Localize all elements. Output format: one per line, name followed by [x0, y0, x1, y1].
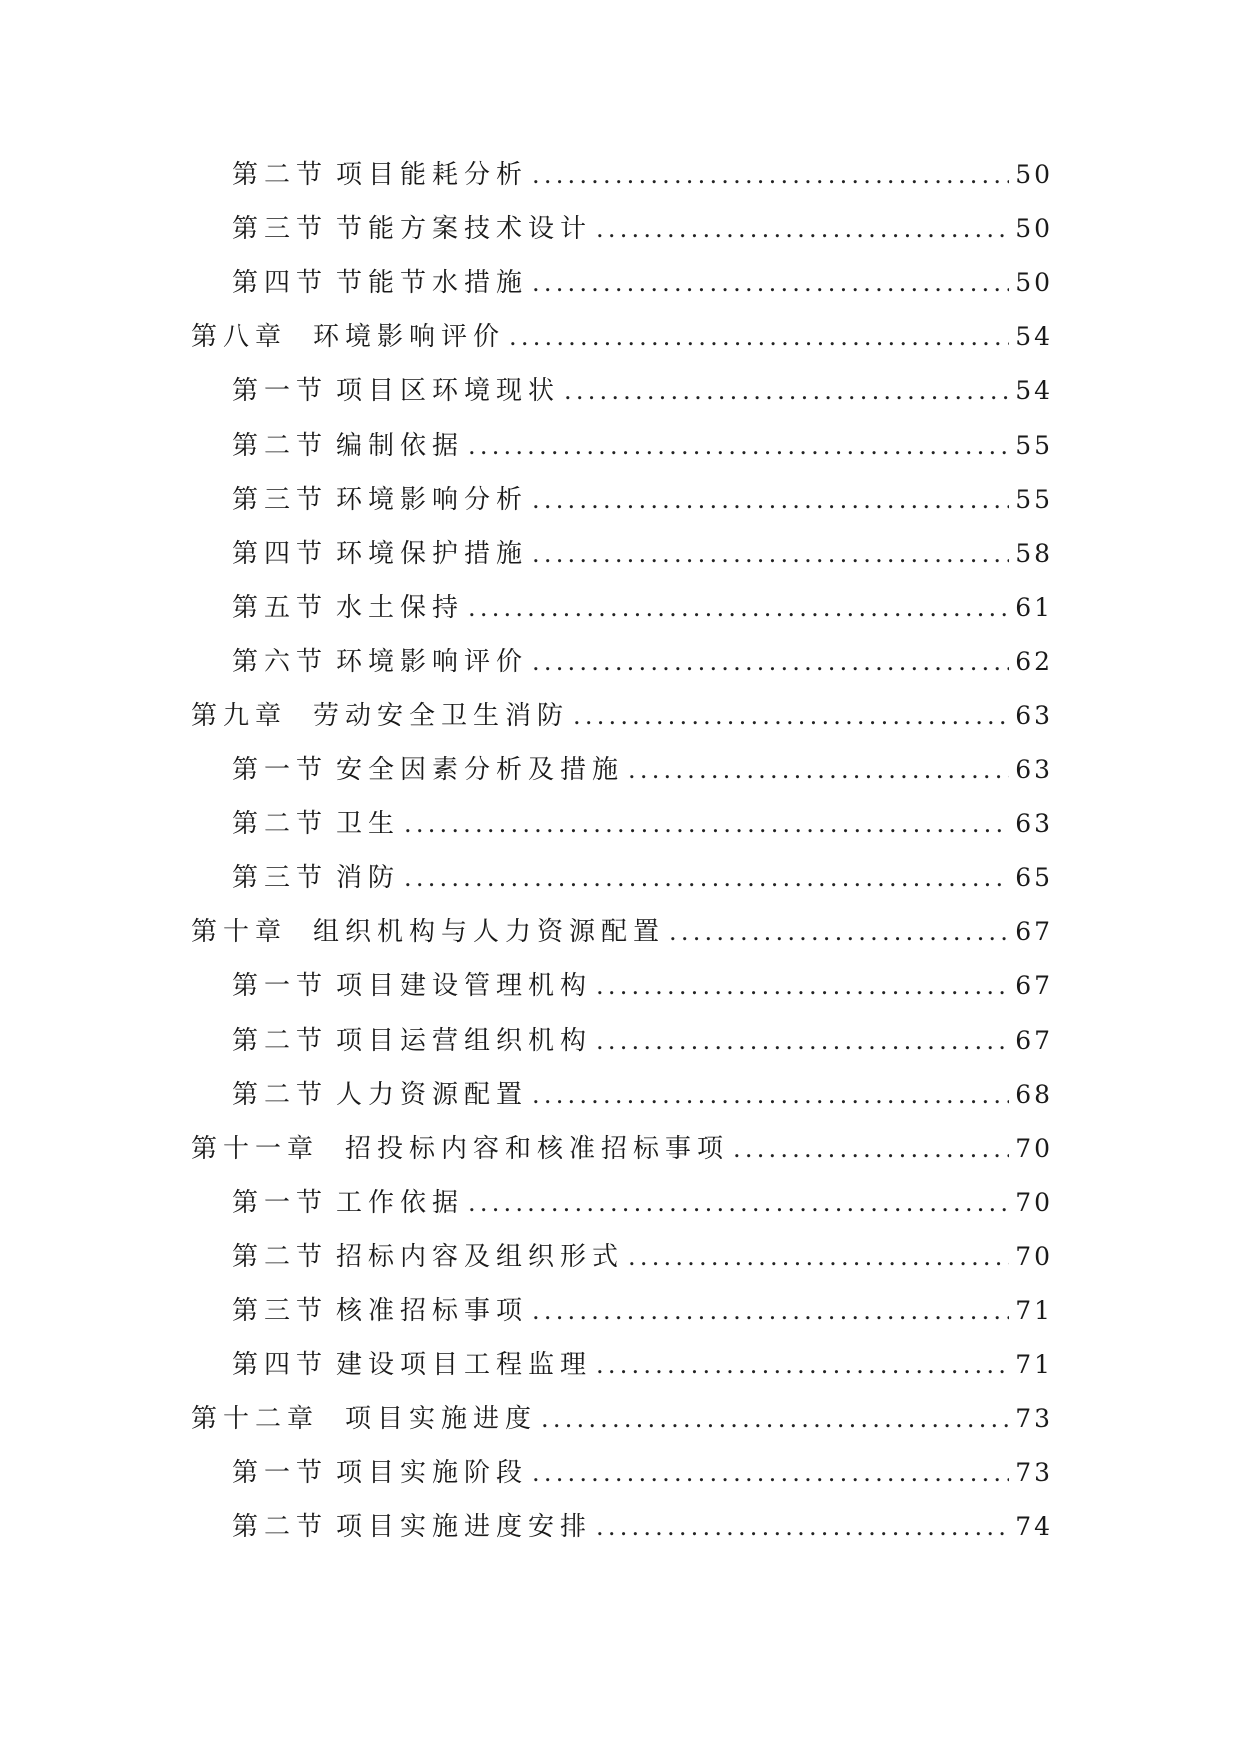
toc-entry-page: 61	[1015, 592, 1053, 622]
toc-entry-number: 第二节	[232, 1512, 329, 1543]
toc-chapter-entry[interactable]	[0, 689, 1241, 743]
toc-section-entry[interactable]	[0, 1284, 1241, 1338]
toc-dot-leader	[628, 755, 1009, 785]
toc-section-entry[interactable]	[0, 851, 1241, 905]
toc-dot-leader	[404, 863, 1009, 893]
toc-entry-title: 工作依据	[336, 1187, 465, 1218]
toc-entry-page: 70	[1015, 1187, 1053, 1217]
toc-entry-title: 招投标内容和核准招标事项	[345, 1133, 730, 1164]
toc-entry-page: 71	[1015, 1350, 1053, 1380]
toc-section-entry[interactable]	[0, 959, 1241, 1013]
toc-entry-number: 第二节	[232, 1079, 329, 1110]
toc-dot-leader	[468, 1188, 1009, 1218]
table-of-contents	[0, 148, 1241, 1554]
toc-entry-number: 第二节	[232, 809, 329, 840]
toc-entry-page: 70	[1015, 1241, 1053, 1271]
toc-dot-leader	[596, 971, 1009, 1001]
toc-entry-page: 50	[1015, 160, 1053, 190]
toc-dot-leader	[596, 214, 1009, 244]
toc-entry-title: 项目实施进度	[345, 1404, 538, 1435]
toc-dot-leader	[404, 809, 1009, 839]
toc-dot-leader	[532, 1080, 1009, 1110]
toc-entry-title: 项目区环境现状	[336, 376, 561, 407]
toc-entry-title: 环境影响评价	[313, 322, 506, 353]
toc-entry-number: 第三节	[232, 214, 329, 245]
toc-entry-page: 68	[1015, 1079, 1053, 1109]
toc-section-entry[interactable]	[0, 473, 1241, 527]
toc-dot-leader	[541, 1404, 1009, 1434]
toc-entry-number: 第五节	[232, 592, 329, 623]
toc-dot-leader	[573, 701, 1009, 731]
toc-entry-page: 54	[1015, 322, 1053, 352]
toc-dot-leader	[733, 1134, 1009, 1164]
toc-section-entry[interactable]	[0, 418, 1241, 472]
toc-entry-page: 74	[1015, 1512, 1053, 1542]
toc-entry-number: 第十二章	[191, 1404, 320, 1435]
toc-dot-leader	[509, 322, 1009, 352]
toc-section-entry[interactable]	[0, 1338, 1241, 1392]
toc-entry-number: 第一节	[232, 971, 329, 1002]
toc-entry-number: 第六节	[232, 646, 329, 677]
toc-entry-page: 63	[1015, 809, 1053, 839]
toc-dot-leader	[532, 160, 1009, 190]
toc-entry-page: 73	[1015, 1458, 1053, 1488]
toc-section-entry[interactable]	[0, 1230, 1241, 1284]
toc-chapter-entry[interactable]	[0, 905, 1241, 959]
toc-entry-title: 劳动安全卫生消防	[313, 700, 570, 731]
toc-section-entry[interactable]	[0, 635, 1241, 689]
toc-entry-title: 项目实施进度安排	[336, 1512, 593, 1543]
toc-entry-number: 第二节	[232, 160, 329, 191]
toc-section-entry[interactable]	[0, 1068, 1241, 1122]
toc-dot-leader	[596, 1350, 1009, 1380]
toc-entry-number: 第二节	[232, 430, 329, 461]
toc-entry-page: 67	[1015, 1025, 1053, 1055]
toc-dot-leader	[532, 539, 1009, 569]
toc-section-entry[interactable]	[0, 1500, 1241, 1554]
toc-chapter-entry[interactable]	[0, 310, 1241, 364]
toc-entry-page: 55	[1015, 430, 1053, 460]
toc-section-entry[interactable]	[0, 364, 1241, 418]
toc-entry-page: 58	[1015, 538, 1053, 568]
toc-dot-leader	[532, 1458, 1009, 1488]
toc-dot-leader	[564, 376, 1009, 406]
toc-entry-title: 环境影响评价	[336, 646, 529, 677]
toc-chapter-entry[interactable]	[0, 1392, 1241, 1446]
toc-entry-number: 第四节	[232, 538, 329, 569]
toc-section-entry[interactable]	[0, 797, 1241, 851]
toc-entry-title: 项目能耗分析	[336, 160, 529, 191]
toc-entry-page: 62	[1015, 646, 1053, 676]
toc-dot-leader	[596, 1512, 1009, 1542]
toc-entry-page: 55	[1015, 484, 1053, 514]
toc-entry-number: 第一节	[232, 755, 329, 786]
toc-entry-number: 第四节	[232, 1350, 329, 1381]
toc-entry-title: 招标内容及组织形式	[336, 1241, 625, 1272]
toc-section-entry[interactable]	[0, 1446, 1241, 1500]
toc-entry-page: 65	[1015, 863, 1053, 893]
toc-entry-title: 项目建设管理机构	[336, 971, 593, 1002]
toc-entry-title: 节能方案技术设计	[336, 214, 593, 245]
toc-dot-leader	[628, 1242, 1009, 1272]
toc-entry-title: 人力资源配置	[336, 1079, 529, 1110]
toc-dot-leader	[532, 647, 1009, 677]
toc-entry-title: 环境影响分析	[336, 484, 529, 515]
toc-section-entry[interactable]	[0, 527, 1241, 581]
toc-entry-page: 67	[1015, 917, 1053, 947]
toc-entry-title: 项目实施阶段	[336, 1458, 529, 1489]
toc-entry-page: 73	[1015, 1404, 1053, 1434]
toc-entry-title: 组织机构与人力资源配置	[313, 917, 666, 948]
toc-section-entry[interactable]	[0, 743, 1241, 797]
toc-section-entry[interactable]	[0, 1014, 1241, 1068]
toc-entry-number: 第三节	[232, 863, 329, 894]
toc-dot-leader	[532, 1296, 1009, 1326]
toc-entry-number: 第一节	[232, 1458, 329, 1489]
toc-entry-page: 71	[1015, 1296, 1053, 1326]
toc-entry-number: 第八章	[191, 322, 288, 353]
toc-entry-page: 54	[1015, 376, 1053, 406]
toc-entry-number: 第二节	[232, 1025, 329, 1056]
toc-entry-number: 第三节	[232, 1296, 329, 1327]
toc-entry-number: 第一节	[232, 376, 329, 407]
toc-section-entry[interactable]	[0, 202, 1241, 256]
toc-entry-title: 安全因素分析及措施	[336, 755, 625, 786]
toc-dot-leader	[468, 593, 1009, 623]
toc-section-entry[interactable]	[0, 148, 1241, 202]
toc-entry-number: 第三节	[232, 484, 329, 515]
toc-entry-page: 50	[1015, 268, 1053, 298]
toc-entry-page: 70	[1015, 1133, 1053, 1163]
toc-dot-leader	[596, 1026, 1009, 1056]
toc-entry-number: 第九章	[191, 700, 288, 731]
toc-entry-title: 编制依据	[336, 430, 465, 461]
toc-entry-number: 第一节	[232, 1187, 329, 1218]
toc-dot-leader	[532, 268, 1009, 298]
toc-entry-title: 核准招标事项	[336, 1296, 529, 1327]
toc-dot-leader	[532, 485, 1009, 515]
toc-entry-title: 消防	[336, 863, 401, 894]
toc-chapter-entry[interactable]	[0, 1122, 1241, 1176]
toc-section-entry[interactable]	[0, 1176, 1241, 1230]
toc-section-entry[interactable]	[0, 581, 1241, 635]
toc-entry-number: 第四节	[232, 268, 329, 299]
toc-dot-leader	[669, 917, 1009, 947]
toc-entry-number: 第十章	[191, 917, 288, 948]
toc-entry-title: 项目运营组织机构	[336, 1025, 593, 1056]
toc-dot-leader	[468, 431, 1009, 461]
toc-section-entry[interactable]	[0, 256, 1241, 310]
toc-entry-page: 63	[1015, 700, 1053, 730]
toc-entry-title: 环境保护措施	[336, 538, 529, 569]
toc-entry-title: 水土保持	[336, 592, 465, 623]
toc-entry-title: 建设项目工程监理	[336, 1350, 593, 1381]
toc-entry-page: 63	[1015, 755, 1053, 785]
toc-entry-title: 卫生	[336, 809, 401, 840]
toc-entry-page: 50	[1015, 214, 1053, 244]
toc-entry-number: 第二节	[232, 1241, 329, 1272]
toc-entry-title: 节能节水措施	[336, 268, 529, 299]
toc-entry-page: 67	[1015, 971, 1053, 1001]
toc-entry-number: 第十一章	[191, 1133, 320, 1164]
